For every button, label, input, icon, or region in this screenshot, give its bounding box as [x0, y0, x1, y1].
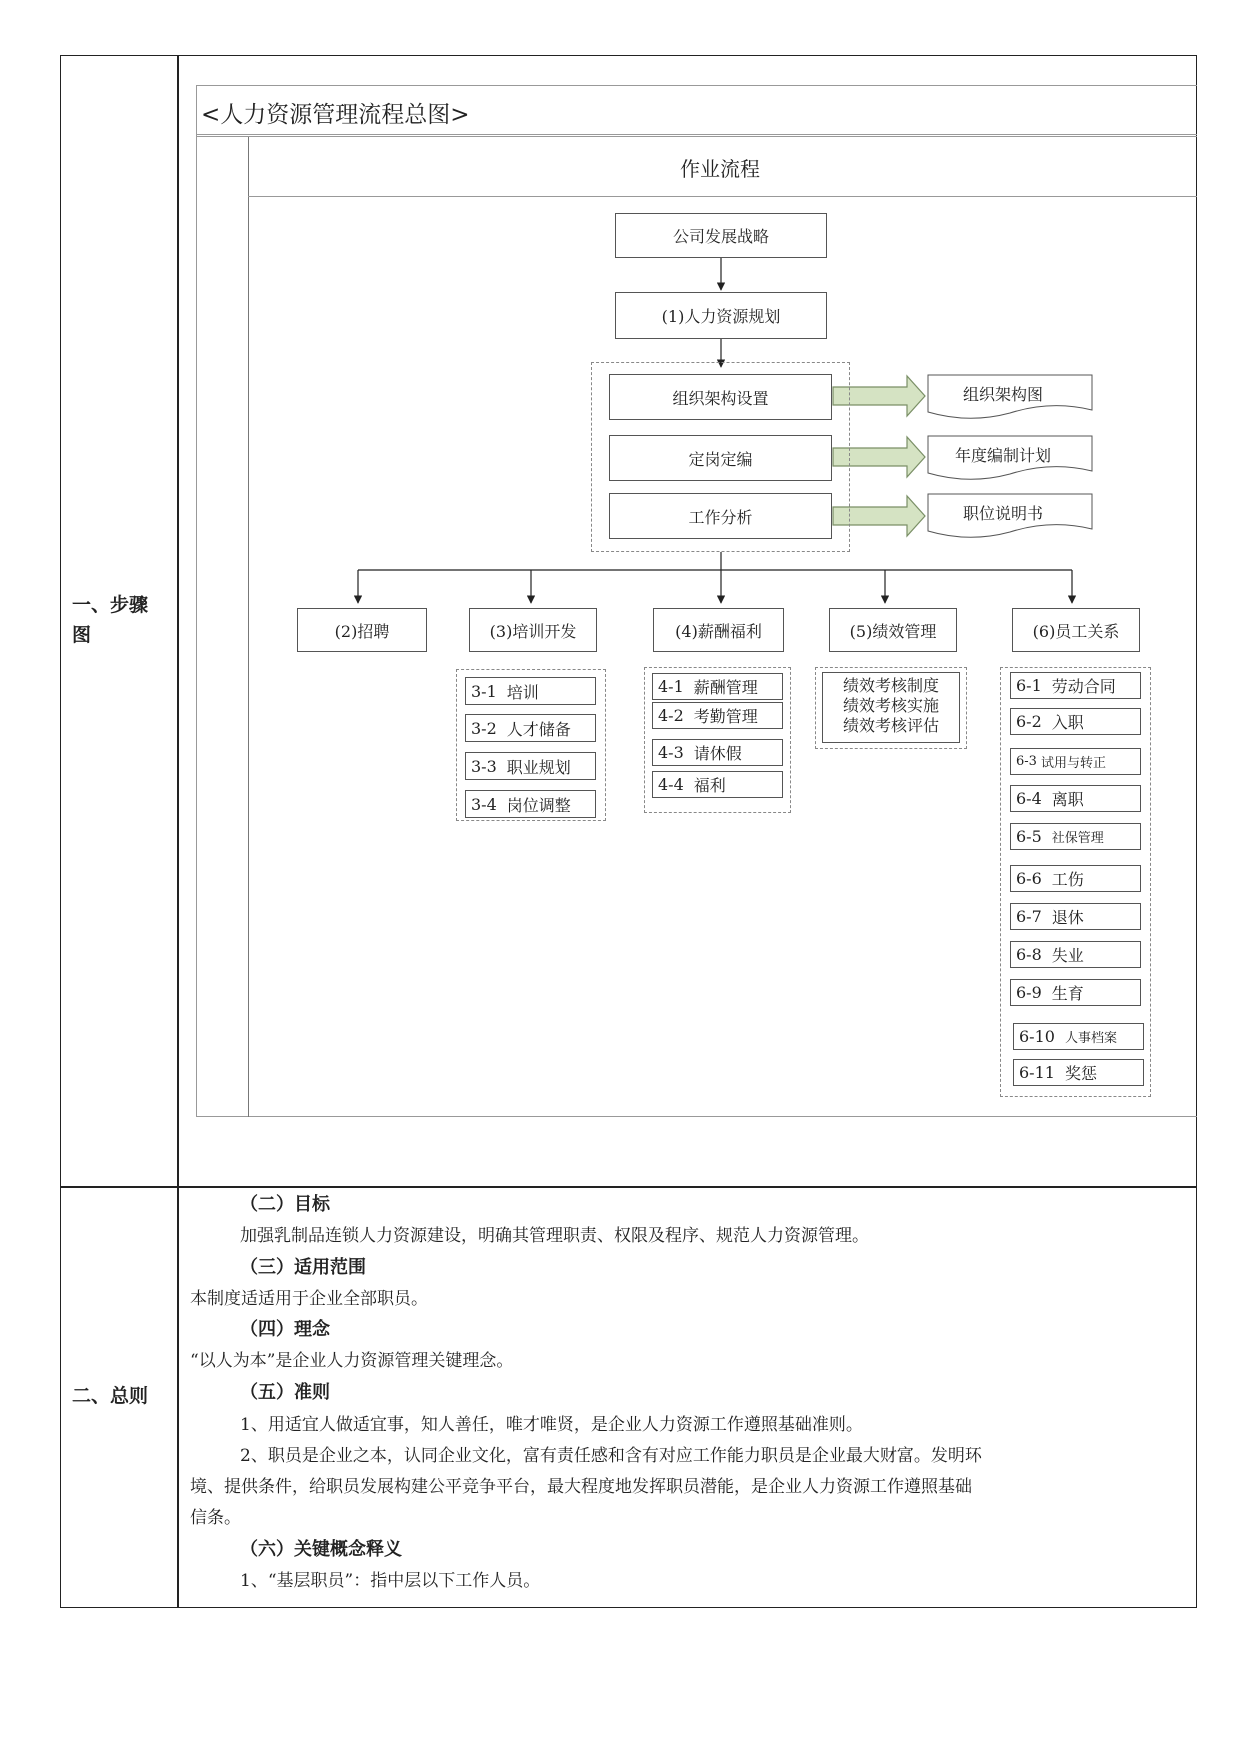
compensation-item: 4-2 考勤管理 — [652, 702, 783, 729]
performance-item: 绩效考核制度 — [842, 676, 939, 695]
employee-relations-item: 6-11 奖惩 — [1013, 1059, 1144, 1086]
box-strategy: 公司发展战略 — [615, 213, 827, 258]
performance-item: 绩效考核实施 — [842, 696, 939, 715]
box-training: (3)培训开发 — [469, 608, 597, 652]
employee-relations-item: 6-5 社保管理 — [1010, 823, 1141, 850]
performance-item: 绩效考核评估 — [842, 716, 939, 735]
employee-relations-item: 6-2 入职 — [1010, 708, 1141, 735]
box-staffing: 定岗定编 — [609, 435, 832, 481]
box-job-analysis: 工作分析 — [609, 493, 832, 539]
employee-relations-item: 6-7 退休 — [1010, 903, 1141, 930]
box-performance: (5)绩效管理 — [829, 608, 957, 652]
section-header: 作业流程 — [680, 157, 760, 181]
employee-relations-item: 6-8 失业 — [1010, 941, 1141, 968]
performance-items-box — [822, 672, 960, 743]
employee-relations-item: 6-4 离职 — [1010, 785, 1141, 812]
employee-relations-item: 6-9 生育 — [1010, 979, 1141, 1006]
idea-heading: （四）理念 — [240, 1319, 330, 1340]
rule-2-line1: 2、职员是企业之本，认同企业文化，富有责任感和含有对应工作能力职员是企业最大财富。发明环 — [240, 1446, 982, 1466]
training-item: 3-4 岗位调整 — [465, 790, 596, 818]
employee-relations-item: 6-3 试用与转正 — [1010, 748, 1141, 775]
training-item: 3-2 人才储备 — [465, 714, 596, 742]
scope-text: 本制度适适用于企业全部职员。 — [190, 1289, 428, 1309]
employee-relations-item: 6-1 劳动合同 — [1010, 672, 1141, 699]
doc-annual-plan: 年度编制计划 — [955, 446, 1052, 465]
concept-heading: （六）关键概念释义 — [240, 1539, 402, 1560]
row-label-line1: 一、步骤 — [72, 594, 149, 616]
idea-text: “以人为本”是企业人力资源管理关键理念。 — [190, 1351, 514, 1371]
box-recruitment: (2)招聘 — [297, 608, 427, 652]
concept-1: 1、“基层职员”：指中层以下工作人员。 — [240, 1571, 541, 1591]
box-compensation: (4)薪酬福利 — [653, 608, 784, 652]
training-item: 3-3 职业规划 — [465, 752, 596, 780]
rule-heading: （五）准则 — [240, 1382, 330, 1403]
goal-heading: （二）目标 — [240, 1194, 330, 1215]
rule-1: 1、用适宜人做适宜事，知人善任，唯才唯贤，是企业人力资源工作遵照基础准则。 — [240, 1415, 863, 1435]
doc-job-description: 职位说明书 — [963, 504, 1044, 523]
row-label-general: 二、总则 — [72, 1385, 149, 1407]
employee-relations-item: 6-6 工伤 — [1010, 865, 1141, 892]
training-item: 3-1 培训 — [465, 677, 596, 705]
goal-text: 加强乳制品连锁人力资源建设，明确其管理职责、权限及程序、规范人力资源管理。 — [240, 1226, 869, 1246]
compensation-item: 4-4 福利 — [652, 771, 783, 798]
doc-org-chart: 组织架构图 — [963, 385, 1044, 404]
box-org-structure: 组织架构设置 — [609, 374, 832, 420]
compensation-item: 4-3 请休假 — [652, 739, 783, 766]
box-employee-relations: (6)员工关系 — [1012, 608, 1140, 652]
rule-2-line2: 境、提供条件，给职员发展构建公平竞争平台，最大程度地发挥职员潜能，是企业人力资源工作遵照基础 — [190, 1477, 972, 1497]
employee-relations-item: 6-10 人事档案 — [1013, 1023, 1144, 1050]
chart-title: <人力资源管理流程总图> — [201, 102, 470, 128]
compensation-item: 4-1 薪酬管理 — [652, 673, 783, 700]
rule-2-line3: 信条。 — [190, 1508, 241, 1528]
scope-heading: （三）适用范围 — [240, 1257, 366, 1278]
box-hr-planning: (1)人力资源规划 — [615, 292, 827, 339]
row-label-line2: 图 — [72, 624, 92, 646]
